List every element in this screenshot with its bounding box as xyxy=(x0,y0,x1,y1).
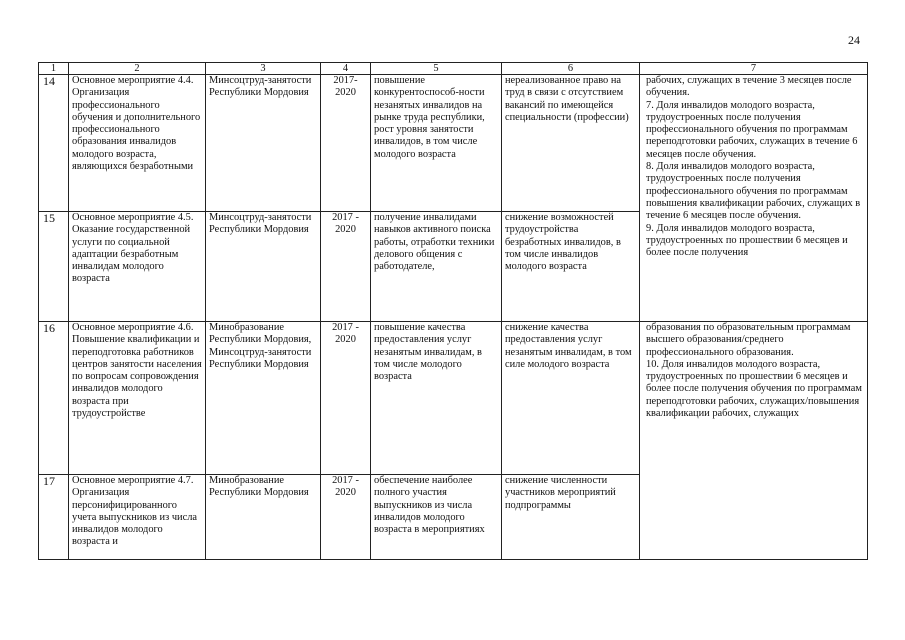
executor-cell: Минсоцтруд-занятости Республики Мордовия xyxy=(206,75,321,212)
header-row xyxy=(39,63,868,75)
row-number: 14 xyxy=(39,75,69,212)
executor-cell: Минсоцтруд-занятости Республики Мордовия xyxy=(206,212,321,322)
indicators-cell-bottom xyxy=(640,322,868,560)
indicator-text: образования по образовательным программам высшего образования/среднего профессионального образования. xyxy=(646,322,851,358)
row-number: 16 xyxy=(39,322,69,475)
measure-cell: Основное мероприятие 4.6. Повышение квалификации и переподготовка работников центров занятости населения по вопросам сопровождения инвалидов молодого возраста при трудоустройстве xyxy=(69,322,206,475)
indicator-text: рабочих, служащих в течение 3 месяцев после обучения. xyxy=(646,75,852,99)
consequences-cell: снижение численности участников мероприятий подпрограммы xyxy=(502,475,640,560)
consequences-cell: нереализованное право на труд в связи с отсутствием вакансий по имеющейся специальности (профессии) xyxy=(502,75,640,212)
header-col-6: 6 xyxy=(502,63,640,75)
indicators-cell-top xyxy=(640,75,868,322)
row-number: 15 xyxy=(39,212,69,322)
measure-cell: Основное мероприятие 4.7. Организация персонифицированного учета выпускников из числа инвалидов молодого возраста и xyxy=(69,475,206,560)
row-number: 17 xyxy=(39,475,69,560)
period-cell: 2017 - 2020 xyxy=(321,475,371,560)
header-col-4: 4 xyxy=(321,63,371,75)
header-col-2: 2 xyxy=(69,63,206,75)
header-col-7: 7 xyxy=(640,63,868,75)
period-cell: 2017 - 2020 xyxy=(321,322,371,475)
program-table xyxy=(38,62,868,560)
result-cell: повышение качества предоставления услуг незанятым инвалидам, в том числе молодого возраста xyxy=(371,322,502,475)
indicator-text: 10. Доля инвалидов молодого возраста, трудоустроенных по прошествии 6 месяцев и более после получения обучения по программам переподготовки рабочих, служащих/повышения квалификации рабочих, служащих xyxy=(646,358,862,420)
consequences-cell: снижение качества предоставления услуг незанятым инвалидам, в том силе молодого возраста xyxy=(502,322,640,475)
page-number: 24 xyxy=(848,33,860,47)
indicator-text: 8. Доля инвалидов молодого возраста, трудоустроенных после получения профессионального обучения по программам повышения квалификации рабочих, служащих в течение 6 месяцев после обучения. xyxy=(646,161,861,222)
executor-cell: Минобразование Республики Мордовия, Минсоцтруд-занятости Республики Мордовия xyxy=(206,322,321,475)
measure-cell: Основное мероприятие 4.4. Организация профессионального обучения и дополнительного профессионального образования инвалидов молодого возраста, являющихся безработными xyxy=(69,75,206,212)
header-col-1: 1 xyxy=(39,63,69,75)
indicator-text: 9. Доля инвалидов молодого возраста, трудоустроенных по прошествии 6 месяцев и более после получения xyxy=(646,222,848,259)
result-cell: получение инвалидами навыков активного поиска работы, отработки техники делового общения с работодателе, xyxy=(371,212,502,322)
consequences-cell: снижение возможностей трудоустройства безработных инвалидов, в том числе инвалидов молодого возраста xyxy=(502,212,640,322)
indicator-text: 7. Доля инвалидов молодого возраста, трудоустроенных после получения профессионального обучения по программам переподготовки рабочих, служащих в течение 6 месяцев после обучения. xyxy=(646,99,858,160)
header-col-5: 5 xyxy=(371,63,502,75)
table-row xyxy=(39,75,868,212)
result-cell: обеспечение наиболее полного участия выпускников из числа инвалидов молодого возраста в мероприятиях xyxy=(371,475,502,560)
result-cell: повышение конкурентоспособ-ности незанятых инвалидов на рынке труда республики, рост уровня занятости инвалидов, в том числе молодого возраста xyxy=(371,75,502,212)
period-cell: 2017-2020 xyxy=(321,75,371,212)
period-cell: 2017 - 2020 xyxy=(321,212,371,322)
measure-cell: Основное мероприятие 4.5. Оказание государственной услуги по социальной адаптации безработным инвалидам молодого возраста xyxy=(69,212,206,322)
executor-cell: Минобразование Республики Мордовия xyxy=(206,475,321,560)
table-row xyxy=(39,322,868,475)
header-col-3: 3 xyxy=(206,63,321,75)
